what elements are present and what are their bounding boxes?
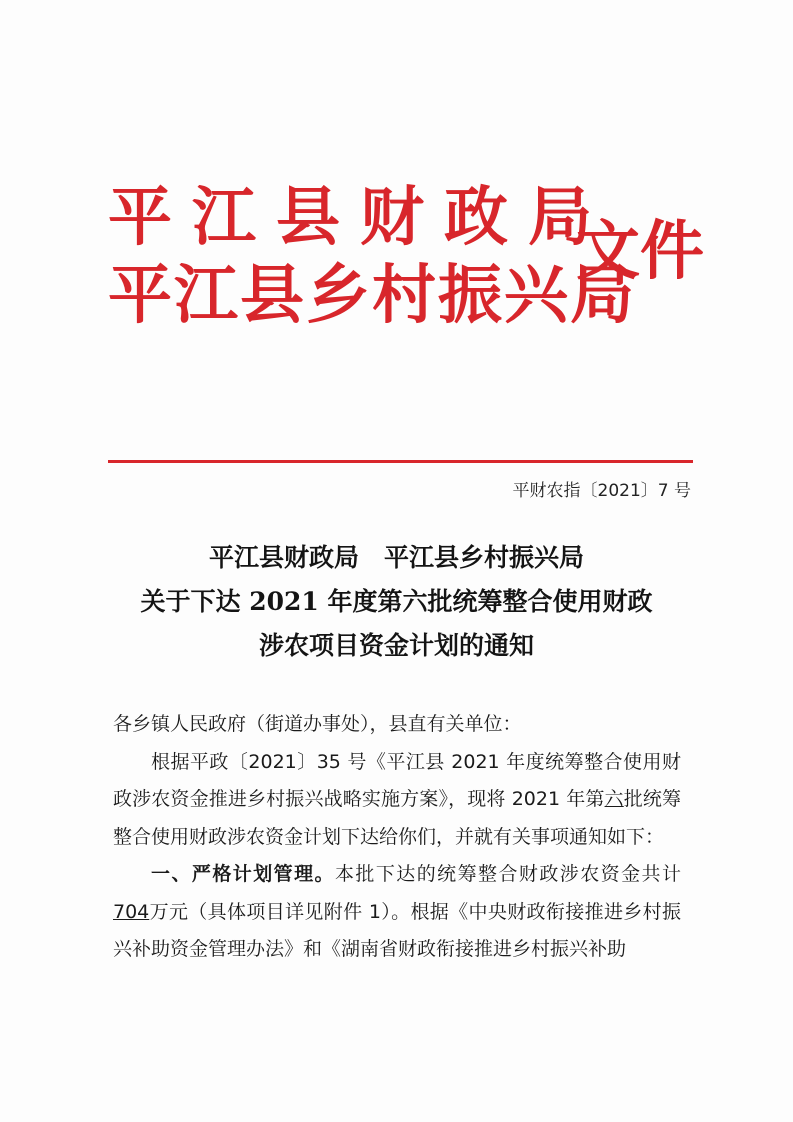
title-line-1: 平江县财政局 平江县乡村振兴局 bbox=[208, 543, 584, 572]
red-divider bbox=[108, 460, 693, 463]
title-line-2: 关于下达 2021 年度第六批统筹整合使用财政 bbox=[140, 587, 653, 616]
document-word: 文件 bbox=[576, 214, 704, 289]
paragraph-1-text-a: 根据平政〔2021〕35 号《平江县 2021 年度统筹整合使用财政涉农资金推进乡村振兴战略实施方案》，现将 2021 年第 bbox=[113, 750, 681, 810]
paragraph-1-text-b: 批统筹整合使用财政涉农资金计划下达给你们，并就有关事项通知如下： bbox=[113, 788, 681, 848]
addressee: 各乡镇人民政府（街道办事处），县直有关单位： bbox=[113, 713, 522, 735]
section-heading-1: 一、严格计划管理。 bbox=[151, 863, 335, 885]
document-body bbox=[113, 706, 681, 969]
red-letterhead bbox=[108, 180, 708, 350]
document-title bbox=[80, 536, 713, 668]
paragraph-1 bbox=[113, 744, 681, 857]
paragraph-2-text-a: 本批下达的统筹整合财政涉农资金共计 bbox=[334, 863, 681, 885]
issuer-line-1: 平江县财政局 bbox=[108, 180, 612, 255]
issuer-line-2: 平江县乡村振兴局 bbox=[108, 258, 636, 333]
document-number: 平财农指〔2021〕7 号 bbox=[512, 481, 691, 501]
batch-number: 六 bbox=[604, 788, 624, 810]
paragraph-2-text-b: 万元（具体项目详见附件 1）。根据《中央财政衔接推进乡村振兴补助资金管理办法》和《湖南省财政衔接推进乡村振兴补助 bbox=[113, 900, 681, 960]
paragraph-2 bbox=[113, 856, 681, 969]
title-line-3: 涉农项目资金计划的通知 bbox=[258, 631, 534, 660]
fund-amount: 704 bbox=[113, 900, 150, 923]
